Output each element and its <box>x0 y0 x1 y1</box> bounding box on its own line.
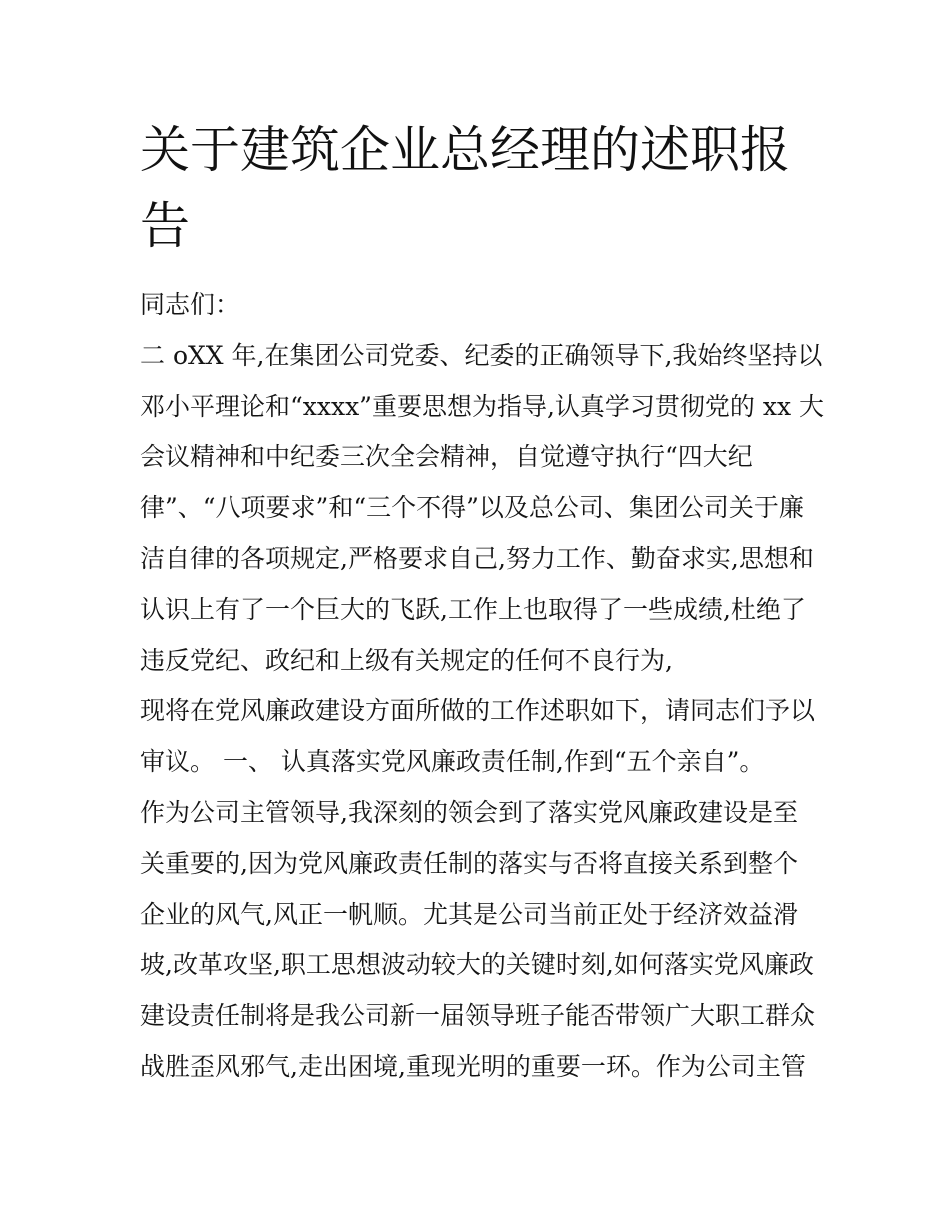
document-title <box>140 112 830 264</box>
body-line: 认识上有了一个巨大的飞跃,工作上也取得了一些成绩,杜绝了 <box>140 594 806 624</box>
section-heading-line: 审议。 一、 认真落实党风廉政责任制,作到“五个亲自”。 <box>140 747 765 777</box>
body-line: 企业的风气,风正一帆顺。尤其是公司当前正处于经济效益滑 <box>140 899 798 929</box>
body-line: 会议精神和中纪委三次全会精神，自觉遵守执行“四大纪 <box>140 442 753 472</box>
body-line: 作为公司主管领导,我深刻的领会到了落实党风廉政建设是至 <box>140 797 798 827</box>
body-line: 战胜歪风邪气,走出困境,重现光明的重要一环。作为公司主管 <box>140 1051 806 1081</box>
body-line: 建设责任制将是我公司新一届领导班子能否带领广大职工群众 <box>140 1001 816 1031</box>
title-line-1: 关于建筑企业总经理的述职报 <box>140 121 790 179</box>
body-line: 洁自律的各项规定,严格要求自己,努力工作、勤奋求实,思想和 <box>140 543 814 573</box>
body-line: 现将在党风廉政建设方面所做的工作述职如下，请同志们予以 <box>140 696 816 726</box>
body-line: 关重要的,因为党风廉政责任制的落实与否将直接关系到整个 <box>140 848 798 878</box>
salutation: 同志们： <box>140 290 241 319</box>
document-body <box>140 280 840 1093</box>
body-line: 邓小平理论和“xxxx”重要思想为指导,认真学习贯彻党的 xx 大 <box>140 391 824 421</box>
body-line: 律”、“八项要求”和“三个不得”以及总公司、集团公司关于廉 <box>140 493 804 523</box>
title-line-2: 告 <box>140 197 190 255</box>
body-line: 坡,改革攻坚,职工思想波动较大的关键时刻,如何落实党风廉政 <box>140 950 814 980</box>
body-line: 二 oXX 年,在集团公司党委、纪委的正确领导下,我始终坚持以 <box>140 340 823 370</box>
body-line: 违反党纪、政纪和上级有关规定的任何不良行为, <box>140 645 673 675</box>
